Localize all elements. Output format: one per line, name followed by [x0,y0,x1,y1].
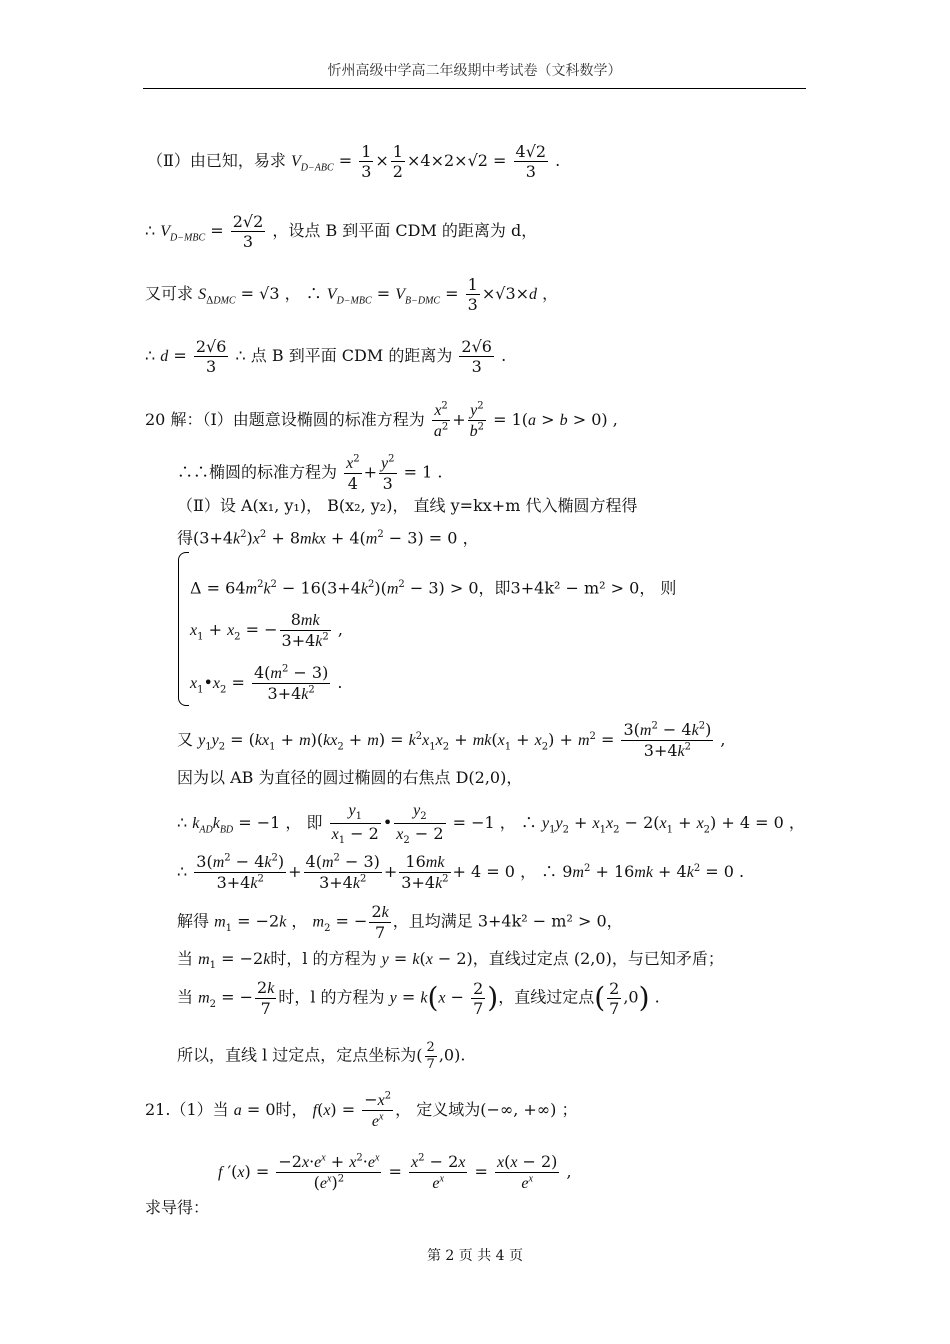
page-header: 忻州高级中学高二年级期中考试卷（文科数学） [327,63,622,79]
system-brace [178,552,189,706]
solution-line: （Ⅱ）设 A(x₁, y₁)， B(x₂, y₂)， 直线 y=kx+m 代入椭圆方程得 [177,496,638,515]
question-20-line: 20 解：（Ⅰ）由题意设椭圆的标准方程为 $\frac{x^2}{a^2}$ + $\frac{y^2}{b^2}$ = 1(a > b > 0) , [145,400,618,441]
solution-line: 解得 $m_1 = -2k$ ， $m_2$ = − $\frac{2k}{7}$ ，且均满足 3+4k² − m² > 0， [177,902,623,943]
solution-line: ∴ $k_{AD}k_{BD} = -1$ ， 即 $\frac{y_1}{x_1 - 2}$ • $\frac{y_2}{x_2 - 2}$ = −1 ， ∴ $y_1y_2 + x_1x_2 - 2(x_1 + x_2) + 4 = 0$ ， [177,802,805,847]
solution-line: $x_1 + x_2$ = − $\frac{8mk}{3+4k^2}$ , [190,610,343,651]
solution-line: 当 $m_1 = -2k$时，l 的方程为 y = k(x − 2)，直线过定点 (2,0)，与已知矛盾； [177,949,724,972]
solution-line: 因为以 AB 为直径的圆过椭圆的右焦点 D(2,0)， [177,768,523,787]
solution-line: $x_1•x_2$ = $\frac{4(m^2 - 3)}{3+4k^2}$ . [190,663,343,704]
solution-line: ∴ d = $\frac{2√6}{3}$ ∴ 点 B 到平面 CDM 的距离为 $\frac{2√6}{3}$ . [145,337,507,377]
solution-line: ∴ $\frac{3(m^2 - 4k^2)}{3+4k^2}$ + $\frac{4(m^2 - 3)}{3+4k^2}$ + $\frac{16mk}{3+4k^2}$ + 4 = 0 ， ∴ $9m^2 + 16mk + 4k^2 = 0$ . [177,852,745,893]
solution-line: 得$(3+4k^2)x^2 + 8mkx + 4(m^2 - 3) = 0$ ， [177,528,479,548]
solution-line: 又 $y_1y_2 = (kx_1 + m)(kx_2 + m) = k^2x_1x_2 + mk(x_1 + x_2) + m^2$ = $\frac{3(m^2 - 4k^2)}{3+4k^2}$ , [177,720,726,761]
solution-line: $\Delta = 64m^2k^2 - 16(3+4k^2)(m^2 - 3) > 0$，即3+4k² − m² > 0， 则 [190,578,677,598]
solution-line: ∴∴椭圆的标准方程为 $\frac{x^2}{4}$ + $\frac{y^2}{3}$ = 1 . [177,453,443,494]
solution-line: 又可求 $S_{\Delta DMC} = √3$ ， ∴ $V_{D-MBC} = V_{B-DMC}$ = $\frac{1}{3}$ ×√3×d ， [145,275,559,315]
derivative-line: f ′(x) = $\frac{-2x\cdot e^x + x^2\cdot e^x}{(e^x)^2}$ = $\frac{x^2 - 2x}{e^x}$ = $\frac{x(x - 2)}{e^x}$ , [218,1152,572,1193]
solution-line: 所以，直线 l 过定点，定点坐标为( $\frac{2}{7}$ ,0). [177,1040,466,1072]
question-21-line: 21.（1）当 a = 0时， f(x) = $\frac{-x^2}{e^x}$ ， 定义域为(−∞, +∞) ； [145,1090,578,1131]
page-footer: 第 2 页 共 4 页 [426,1248,524,1264]
solution-line: ∴ $V_{D-MBC}$ = $\frac{2√2}{3}$ ，设点 B 到平面 CDM 的距离为 d， [145,212,538,252]
header-rule [143,88,806,89]
solution-line: 当 $m_2$ = − $\frac{2k}{7}$ 时，l 的方程为 y = k(x − $\frac{2}{7}$ )，直线过定点( $\frac{2}{7}$ ,0) . [177,978,660,1019]
solution-line: （Ⅱ）由已知，易求 $V_{D-ABC}$ = $\frac{1}{3}$ × $\frac{1}{2}$ ×4×2×√2 = $\frac{4√2}{3}$ . [147,142,561,182]
solution-line: 求导得： [145,1198,210,1217]
